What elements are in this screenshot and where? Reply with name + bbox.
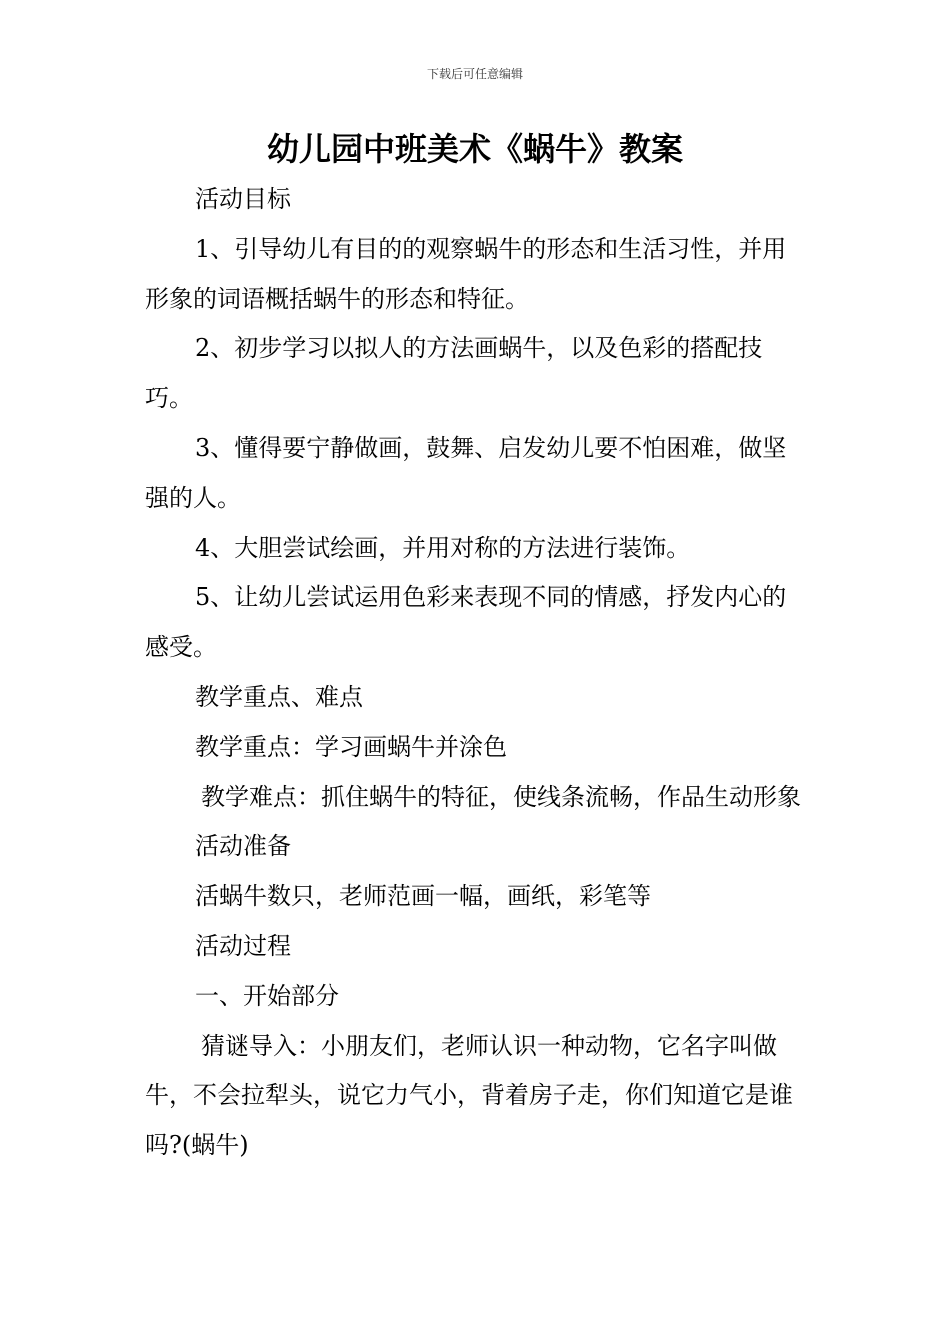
document-title: 幼儿园中班美术《蜗牛》教案	[266, 130, 683, 168]
objective-1: 1、引导幼儿有目的的观察蜗牛的形态和生活习性，并用形象的词语概括蜗牛的形态和特征。	[145, 234, 787, 313]
section-heading-objectives: 活动目标	[195, 185, 291, 213]
header-note: 下载后可任意编辑	[426, 67, 523, 81]
objective-5: 5、让幼儿尝试运用色彩来表现不同的情感，抒发内心的感受。	[145, 583, 787, 662]
document-body	[145, 175, 810, 1171]
key-point: 教学重点：学习画蜗牛并涂色	[195, 732, 507, 761]
process-part-1-heading: 一、开始部分	[195, 981, 339, 1010]
section-heading-process: 活动过程	[195, 931, 291, 960]
section-heading-key-points: 教学重点、难点	[195, 682, 363, 711]
objective-2: 2、初步学习以拟人的方法画蜗牛，以及色彩的搭配技巧。	[145, 334, 763, 413]
difficult-point: 教学难点：抓住蜗牛的特征，使线条流畅，作品生动形象	[201, 782, 801, 811]
objective-4: 4、大胆尝试绘画，并用对称的方法进行装饰。	[195, 533, 691, 562]
objective-3: 3、懂得要宁静做画，鼓舞、启发幼儿要不怕困难，做坚强的人。	[145, 433, 787, 512]
section-heading-preparation: 活动准备	[195, 832, 291, 861]
preparation-materials: 活蜗牛数只，老师范画一幅，画纸，彩笔等	[195, 882, 651, 911]
riddle-intro: 猜谜导入：小朋友们，老师认识一种动物，它名字叫做牛，不会拉犁头，说它力气小，背着房子走，你们知道它是谁吗?(蜗牛)	[145, 1031, 793, 1160]
